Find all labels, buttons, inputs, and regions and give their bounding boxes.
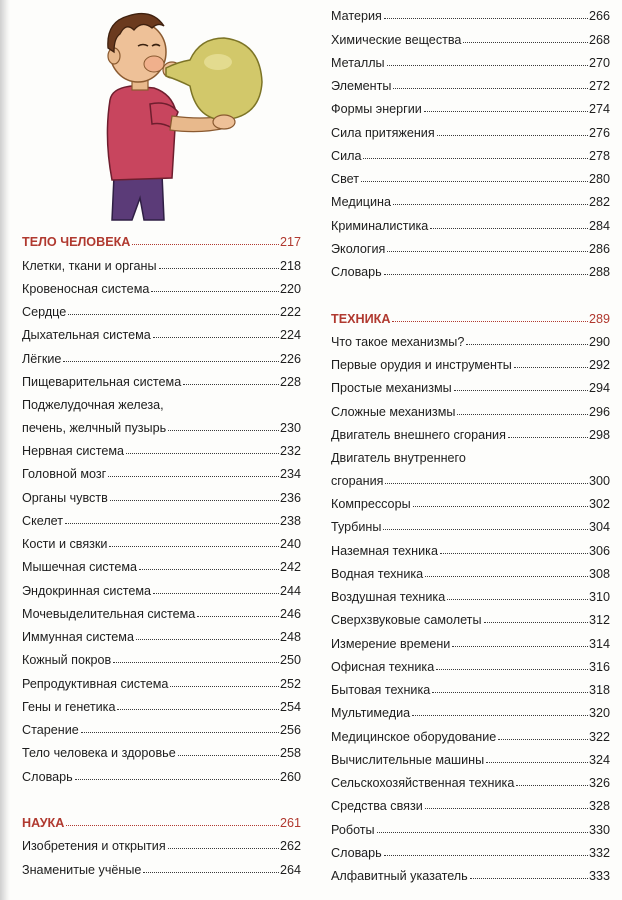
dot-leader — [387, 251, 588, 252]
page-number: 286 — [588, 241, 610, 256]
entry-title: Органы чувств — [22, 490, 108, 505]
page-number: 220 — [279, 281, 301, 296]
page-number: 252 — [279, 676, 301, 691]
entry-title: Сверхзвуковые самолеты — [331, 613, 482, 628]
page-number: 332 — [588, 845, 610, 860]
toc-entry[interactable] — [331, 627, 610, 650]
entry-title: Двигатель внешнего сгорания — [331, 427, 506, 442]
page-number: 276 — [588, 125, 610, 140]
dot-leader — [383, 529, 588, 530]
dot-leader — [508, 437, 588, 438]
entry-title: Сила — [331, 148, 362, 163]
page-number: 242 — [279, 560, 301, 575]
toc-entry-list — [331, 326, 610, 884]
toc-entry[interactable] — [22, 644, 301, 667]
dot-leader — [170, 686, 279, 687]
page-number: 310 — [588, 590, 610, 604]
dot-leader — [110, 500, 279, 501]
toc-entry[interactable] — [331, 488, 610, 511]
toc-entry[interactable] — [331, 674, 610, 697]
toc-entry[interactable] — [331, 256, 610, 279]
toc-entry[interactable] — [331, 23, 610, 46]
toc-entry[interactable] — [331, 395, 610, 418]
toc-entry[interactable] — [331, 140, 610, 163]
page-number: 262 — [279, 839, 301, 854]
dot-leader — [454, 390, 588, 391]
entry-title: Клетки, ткани и органы — [22, 258, 157, 273]
entry-title: Кожный покров — [22, 653, 112, 668]
toc-entry[interactable] — [22, 319, 301, 342]
dot-leader — [159, 268, 279, 269]
toc-entry[interactable] — [331, 442, 610, 488]
page-number: 272 — [588, 79, 610, 93]
dot-leader — [197, 616, 279, 617]
dot-leader — [168, 430, 279, 431]
entry-title: сгорания — [331, 473, 384, 488]
book-spine-shadow — [0, 0, 10, 900]
toc-entry[interactable] — [22, 667, 301, 690]
entry-title: Металлы — [331, 55, 385, 70]
page-number: 314 — [588, 636, 610, 651]
dot-leader — [457, 414, 588, 415]
dot-leader — [151, 291, 279, 292]
page-number: 260 — [279, 769, 301, 784]
dot-leader — [385, 483, 588, 484]
toc-entry[interactable] — [22, 621, 301, 644]
page-number: 224 — [279, 328, 301, 343]
page-number: 230 — [279, 420, 301, 435]
dot-leader — [68, 314, 279, 315]
toc-entry[interactable] — [331, 860, 610, 883]
dot-leader — [361, 181, 588, 182]
page-number: 328 — [588, 799, 610, 814]
toc-entry[interactable] — [22, 830, 301, 853]
toc-entry-line — [22, 412, 301, 435]
toc-entry[interactable] — [22, 528, 301, 551]
page-number: 308 — [588, 566, 610, 581]
entry-title: Нервная система — [22, 444, 124, 458]
dot-leader — [117, 709, 279, 710]
toc-right-column — [331, 0, 610, 883]
entry-title: Тело человека и здоровье — [22, 746, 176, 761]
page-number: 268 — [588, 32, 610, 47]
entry-title: Поджелудочная железа, — [22, 397, 164, 412]
page-number: 274 — [588, 102, 610, 117]
dot-leader — [430, 228, 588, 229]
page-number: 294 — [588, 381, 610, 396]
toc-entry[interactable] — [331, 558, 610, 581]
entry-title: Иммунная система — [22, 630, 134, 644]
toc-entry-list — [22, 830, 301, 877]
entry-title: Свет — [331, 172, 359, 186]
entry-title: Компрессоры — [331, 497, 411, 511]
toc-section-heading[interactable] — [331, 302, 610, 325]
dot-leader — [384, 274, 588, 275]
toc-entry[interactable] — [331, 326, 610, 349]
dot-leader — [393, 204, 588, 205]
entry-title: Вычислительные машины — [331, 752, 485, 767]
toc-entry[interactable] — [22, 435, 301, 458]
toc-entry[interactable] — [331, 419, 610, 442]
entry-title: печень, желчный пузырь — [22, 420, 167, 435]
toc-entry[interactable] — [331, 534, 610, 557]
entry-title: Водная техника — [331, 566, 424, 581]
entry-title: Словарь — [22, 769, 73, 784]
toc-entry[interactable] — [331, 0, 610, 23]
entry-title: Сложные механизмы — [331, 404, 456, 419]
page-number: 280 — [588, 172, 610, 186]
dot-leader — [153, 593, 279, 594]
page-number: 333 — [588, 869, 610, 883]
toc-entry[interactable] — [22, 574, 301, 597]
toc-entry[interactable] — [331, 163, 610, 186]
dot-leader — [425, 808, 588, 809]
page-number: 244 — [279, 583, 301, 598]
page-number: 264 — [279, 862, 301, 877]
dot-leader — [516, 785, 588, 786]
page-number: 324 — [588, 752, 610, 767]
dot-leader — [377, 832, 588, 833]
dot-leader — [126, 453, 279, 454]
dot-leader — [384, 855, 588, 856]
page-number: 278 — [588, 148, 610, 163]
toc-entry[interactable] — [331, 720, 610, 743]
dot-leader — [424, 111, 588, 112]
entry-title: Мочевыделительная система — [22, 606, 196, 621]
dot-leader — [109, 546, 279, 547]
dot-leader — [437, 135, 588, 136]
dot-leader — [412, 715, 588, 716]
toc-entry[interactable] — [331, 116, 610, 139]
entry-title: Лёгкие — [22, 351, 62, 366]
entry-title: Наземная техника — [331, 543, 438, 558]
entry-title: Кровеносная система — [22, 281, 150, 296]
entry-title: Словарь — [331, 845, 382, 860]
dot-leader — [75, 779, 279, 780]
section-gap — [331, 279, 610, 302]
entry-title: Изобретения и открытия — [22, 839, 166, 854]
entry-title: Пищеварительная система — [22, 374, 182, 389]
dot-leader — [498, 739, 588, 740]
toc-section-heading[interactable] — [22, 807, 301, 830]
page-number: 284 — [588, 218, 610, 233]
entry-title: Элементы — [331, 79, 392, 93]
dot-leader — [136, 639, 279, 640]
page-number: 330 — [588, 822, 610, 837]
dot-leader — [183, 384, 279, 385]
dot-leader — [432, 692, 588, 693]
entry-title: Средства связи — [331, 799, 423, 814]
toc-entry[interactable] — [22, 737, 301, 760]
toc-entry[interactable] — [22, 366, 301, 389]
entry-title: Медицинское оборудование — [331, 729, 497, 744]
toc-entry[interactable] — [22, 691, 301, 714]
dot-leader — [139, 569, 279, 570]
dot-leader — [440, 553, 588, 554]
entry-title: Мультимедиа — [331, 706, 411, 721]
toc-entry[interactable] — [22, 551, 301, 574]
dot-leader — [387, 65, 588, 66]
entry-title: Роботы — [331, 822, 375, 837]
page-number: 236 — [279, 490, 301, 505]
entry-title: Материя — [331, 9, 382, 24]
toc-entry[interactable] — [331, 744, 610, 767]
entry-title: Словарь — [331, 265, 382, 279]
toc-entry-line — [331, 465, 610, 488]
page-number: 322 — [588, 729, 610, 744]
dot-leader — [65, 523, 279, 524]
page-number: 300 — [588, 473, 610, 488]
entry-title: Скелет — [22, 513, 64, 528]
section-title: ТЕЛО ЧЕЛОВЕКА — [22, 235, 131, 250]
toc-entry-line — [331, 442, 610, 465]
toc-entry[interactable] — [22, 389, 301, 435]
page-number: 246 — [279, 606, 301, 621]
toc-entry[interactable] — [331, 604, 610, 627]
section-title: ТЕХНИКА — [331, 311, 391, 326]
page-number: 217 — [279, 235, 301, 250]
dot-leader — [393, 88, 588, 89]
toc-section-heading[interactable] — [22, 226, 301, 249]
entry-title: Сила притяжения — [331, 125, 435, 140]
page-number: 266 — [588, 9, 610, 24]
entry-title: Турбины — [331, 520, 382, 535]
page-number: 292 — [588, 358, 610, 372]
page-number: 296 — [588, 404, 610, 419]
page-number: 320 — [588, 706, 610, 721]
toc-entry[interactable] — [22, 342, 301, 365]
entry-title: Дыхательная система — [22, 328, 151, 343]
dot-leader — [143, 872, 279, 873]
dot-leader — [153, 337, 279, 338]
dot-leader — [63, 361, 279, 362]
toc-entry-line — [22, 389, 301, 412]
dot-leader — [108, 476, 279, 477]
dot-leader — [66, 825, 279, 826]
toc-entry[interactable] — [22, 853, 301, 876]
toc-entry-list — [331, 0, 610, 279]
page-number: 304 — [588, 520, 610, 535]
entry-title: Старение — [22, 723, 79, 737]
section-title: НАУКА — [22, 816, 65, 830]
page-number: 226 — [279, 351, 301, 366]
page-number: 248 — [279, 630, 301, 644]
toc-entry[interactable] — [331, 813, 610, 836]
toc-entry[interactable] — [22, 273, 301, 296]
dot-leader — [168, 848, 279, 849]
section-gap — [22, 784, 301, 807]
entry-title: Измерение времени — [331, 636, 451, 651]
entry-title: Мышечная система — [22, 560, 137, 575]
page-number: 289 — [588, 311, 610, 326]
entry-title: Алфавитный указатель — [331, 869, 468, 883]
toc-entry[interactable] — [331, 186, 610, 209]
toc-entry[interactable] — [22, 760, 301, 783]
entry-title: Бытовая техника — [331, 683, 431, 697]
page-number: 298 — [588, 427, 610, 442]
page-number: 306 — [588, 543, 610, 558]
page-number: 218 — [279, 258, 301, 273]
entry-title: Офисная техника — [331, 659, 435, 674]
page-number: 240 — [279, 537, 301, 551]
toc-entry[interactable] — [22, 714, 301, 737]
toc-entry[interactable] — [331, 70, 610, 93]
entry-title: Химические вещества — [331, 32, 462, 47]
entry-title: Экология — [331, 241, 386, 256]
page-number: 228 — [279, 374, 301, 389]
toc-entry[interactable] — [331, 372, 610, 395]
toc-entry[interactable] — [331, 767, 610, 790]
dot-leader — [452, 646, 588, 647]
entry-title: Воздушная техника — [331, 590, 446, 604]
page-number: 234 — [279, 467, 301, 482]
page-number: 318 — [588, 683, 610, 697]
toc-entry[interactable] — [331, 47, 610, 70]
toc-entry[interactable] — [331, 233, 610, 256]
toc-entry-list — [22, 249, 301, 783]
dot-leader — [132, 244, 279, 245]
dot-leader — [486, 762, 588, 763]
dot-leader — [363, 158, 588, 159]
toc-entry[interactable] — [331, 511, 610, 534]
page-number: 232 — [279, 444, 301, 458]
page-number: 312 — [588, 613, 610, 628]
toc-entry[interactable] — [22, 249, 301, 272]
entry-title: Гены и генетика — [22, 699, 116, 714]
page-number: 282 — [588, 195, 610, 210]
entry-title: Репродуктивная система — [22, 676, 169, 691]
toc-left-column — [22, 226, 301, 877]
entry-title: Криминалистика — [331, 218, 429, 233]
entry-title: Знаменитые учёные — [22, 862, 142, 877]
toc-entry[interactable] — [331, 209, 610, 232]
page-number: 270 — [588, 55, 610, 70]
dot-leader — [178, 755, 279, 756]
page-number: 254 — [279, 699, 301, 714]
toc-entry[interactable] — [22, 481, 301, 504]
dot-leader — [113, 662, 279, 663]
dot-leader — [425, 576, 588, 577]
dot-leader — [484, 622, 588, 623]
dot-leader — [436, 669, 588, 670]
toc-entry[interactable] — [331, 837, 610, 860]
toc-entry[interactable] — [22, 458, 301, 481]
entry-title: Первые орудия и инструменты — [331, 358, 512, 372]
entry-title: Двигатель внутреннего — [331, 450, 466, 465]
dot-leader — [514, 367, 588, 368]
page-number: 222 — [279, 305, 301, 319]
entry-title: Формы энергии — [331, 102, 422, 117]
entry-title: Сердце — [22, 305, 67, 319]
dot-leader — [470, 878, 588, 879]
entry-title: Сельскохозяйственная техника — [331, 776, 515, 790]
toc-entry[interactable] — [22, 598, 301, 621]
page-number: 238 — [279, 513, 301, 528]
dot-leader — [466, 344, 588, 345]
toc-entry[interactable] — [331, 651, 610, 674]
toc-entry[interactable] — [331, 581, 610, 604]
toc-entry[interactable] — [331, 349, 610, 372]
toc-entry[interactable] — [331, 93, 610, 116]
dot-leader — [81, 732, 279, 733]
toc-entry[interactable] — [22, 296, 301, 319]
entry-title: Простые механизмы — [331, 381, 452, 396]
boy-blowing-balloon-icon — [92, 8, 272, 223]
page-number: 326 — [588, 776, 610, 790]
entry-title: Головной мозг — [22, 467, 107, 482]
dot-leader — [384, 18, 588, 19]
page-number: 316 — [588, 659, 610, 674]
dot-leader — [413, 506, 588, 507]
page-number: 288 — [588, 265, 610, 279]
entry-title: Кости и связки — [22, 537, 108, 551]
dot-leader — [463, 42, 588, 43]
entry-title: Что такое механизмы? — [331, 334, 465, 349]
page-number: 258 — [279, 746, 301, 761]
page-number: 290 — [588, 334, 610, 349]
entry-title: Эндокринная система — [22, 583, 152, 598]
page-number: 261 — [279, 816, 301, 830]
page-number: 250 — [279, 653, 301, 668]
toc-entry[interactable] — [331, 697, 610, 720]
toc-entry[interactable] — [22, 505, 301, 528]
entry-title: Медицина — [331, 195, 391, 210]
page-number: 256 — [279, 723, 301, 737]
toc-entry[interactable] — [331, 790, 610, 813]
page-number: 302 — [588, 497, 610, 511]
dot-leader — [447, 599, 588, 600]
dot-leader — [392, 321, 588, 322]
